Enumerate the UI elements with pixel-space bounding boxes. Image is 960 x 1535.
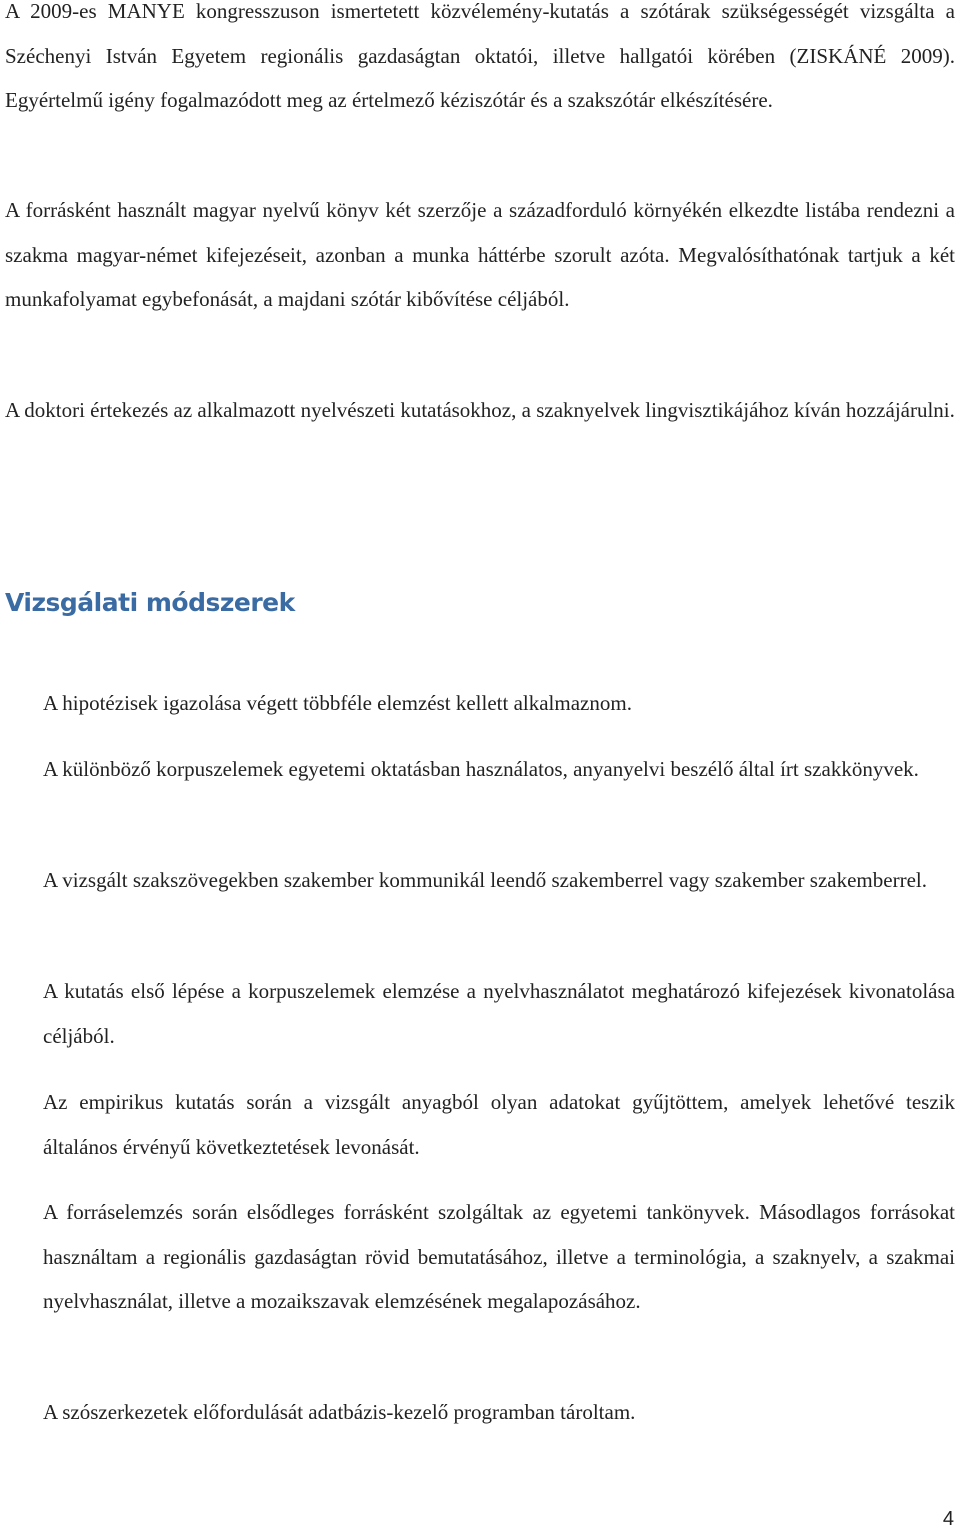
paragraph-method-3: A vizsgált szakszövegekben szakember kommunikál leendő szakemberrel vagy szakember szakemberrel. bbox=[43, 868, 927, 892]
paragraph-dissertation-goal: A doktori értekezés az alkalmazott nyelvészeti kutatásokhoz, a szaknyelvek lingvisztikájához kíván hozzájárulni. bbox=[5, 398, 955, 422]
paragraph-method-6: A forráselemzés során elsődleges forrásként szolgáltak az egyetemi tankönyvek. Másodlagos forrásokat használtam a regionális gazdaságtan rövid bemutatásához, illetve a terminológia, a szaknyelv, a szakmai nyelvhasználat, illetve a mozaikszavak elemzésének megalapozásához. bbox=[43, 1200, 955, 1313]
paragraph-method-7: A szószerkezetek előfordulását adatbázis-kezelő programban tároltam. bbox=[43, 1400, 636, 1424]
paragraph-survey: A 2009-es MANYE kongresszuson ismertetett közvélemény-kutatás a szótárak szükségességét vizsgálta a Széchenyi István Egyetem regionális gazdaságtan oktatói, illetve hallgatói körében (ZISKÁNÉ 2009). Egyértelmű igény fogalmazódott meg az értelmező kéziszótár és a szakszótár elkészítésére. bbox=[5, 0, 955, 112]
paragraph-method-5: Az empirikus kutatás során a vizsgált anyagból olyan adatokat gyűjtöttem, amelyek lehetővé teszik általános érvényű következtetések levonását. bbox=[43, 1090, 955, 1159]
paragraph-source-book: A forrásként használt magyar nyelvű könyv két szerzője a századforduló környékén elkezdte listába rendezni a szakma magyar-német kifejezéseit, azonban a munka háttérbe szorult azóta. Megvalósíthatónak tartjuk a két munkafolyamat egybefonását, a majdani szótár kibővítése céljából. bbox=[5, 198, 955, 311]
page-number: 4 bbox=[942, 1508, 954, 1530]
section-heading: Vizsgálati módszerek bbox=[5, 588, 295, 617]
paragraph-method-2: A különböző korpuszelemek egyetemi oktatásban használatos, anyanyelvi beszélő által írt szakkönyvek. bbox=[43, 757, 919, 781]
paragraph-method-4: A kutatás első lépése a korpuszelemek elemzése a nyelvhasználatot meghatározó kifejezések kivonatolása céljából. bbox=[43, 979, 955, 1048]
paragraph-method-1: A hipotézisek igazolása végett többféle elemzést kellett alkalmaznom. bbox=[43, 691, 632, 715]
